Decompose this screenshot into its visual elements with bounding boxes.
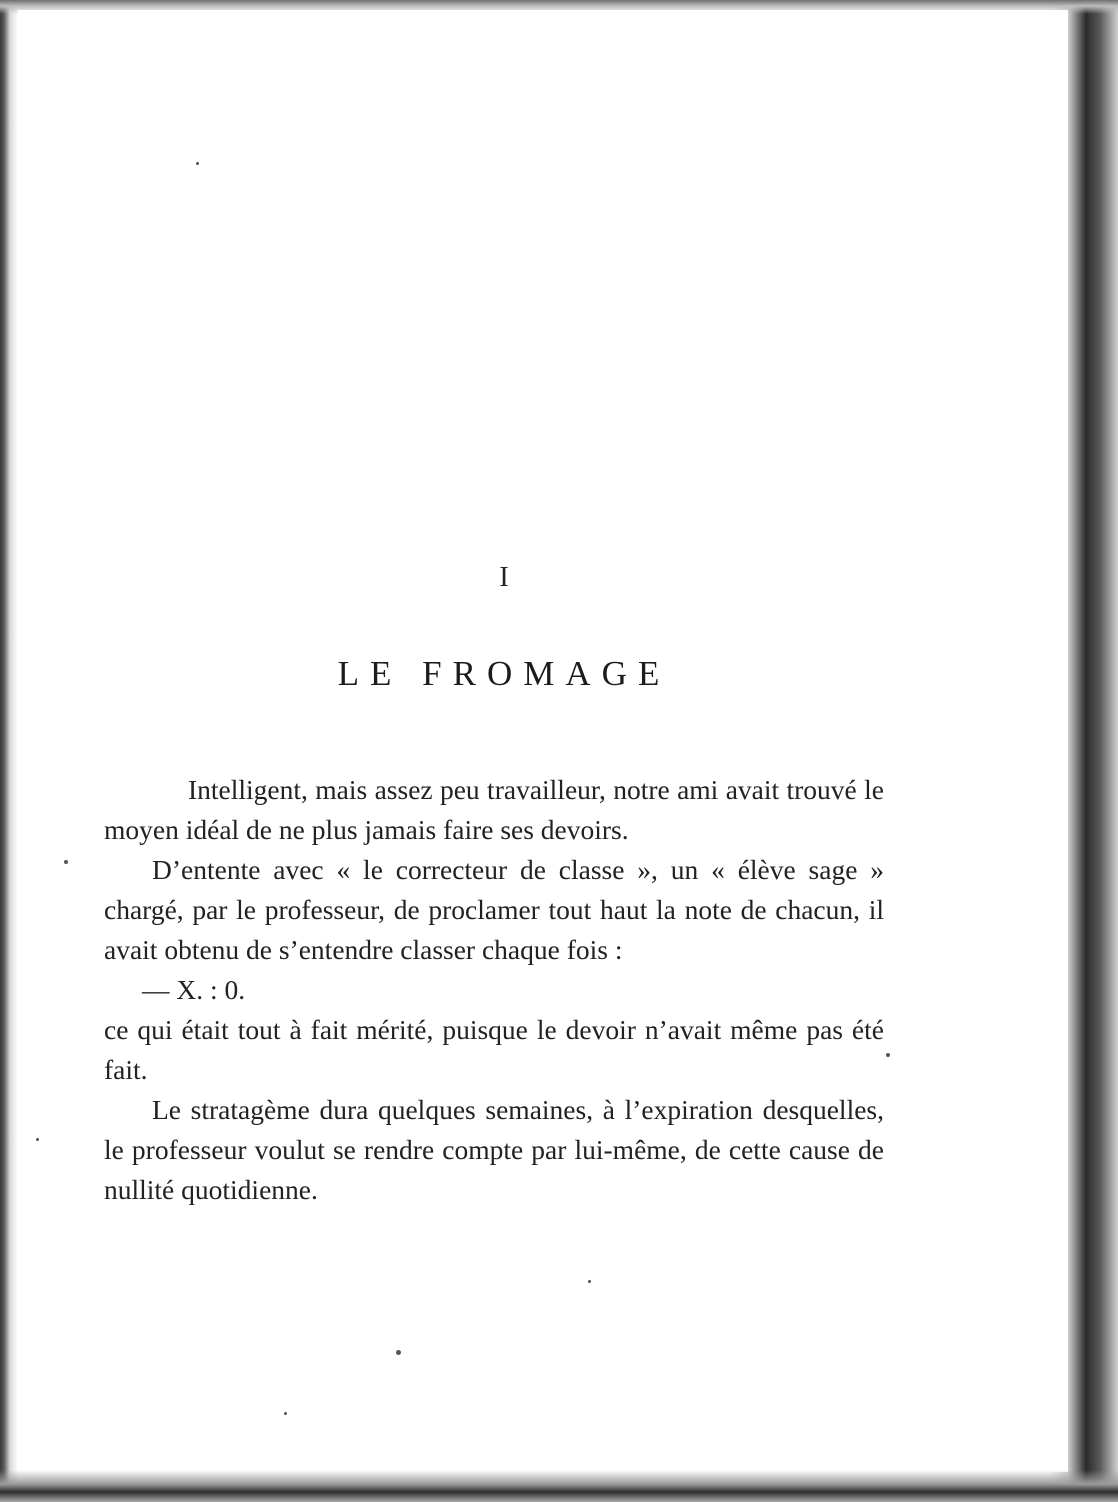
paper-speck — [886, 1053, 890, 1057]
paper-speck — [64, 860, 68, 864]
paper-speck — [36, 1138, 39, 1141]
paper-speck — [396, 1350, 401, 1355]
scan-bottom-edge — [0, 1470, 1118, 1502]
paper-speck — [284, 1412, 287, 1415]
paragraph: ce qui était tout à fait mérité, puisque le devoir n’avait même pas été fait. — [104, 1014, 884, 1085]
paragraph: Le stratagème dura quelques semaines, à l’expiration desquelles, le professeur voulut se rendre compte par lui-même, de cette cause de nullité quotidienne. — [104, 1094, 884, 1205]
chapter-title: LE FROMAGE — [337, 654, 671, 693]
paragraph: D’entente avec « le correcteur de classe », un « élève sage » chargé, par le professeur, de proclamer tout haut la note de chacun, il avait obtenu de s’entendre classer chaque fois : — [104, 854, 884, 965]
book-page — [18, 10, 1068, 1472]
chapter-body — [104, 770, 884, 1210]
paragraph-score-line: — X. : 0. — [142, 974, 246, 1005]
paper-speck — [588, 1280, 591, 1283]
paragraph: Intelligent, mais assez peu travailleur, notre ami avait trouvé le moyen idéal de ne plus jamais faire ses devoirs. — [104, 774, 884, 845]
chapter-number: I — [499, 562, 509, 593]
paper-speck — [196, 162, 199, 165]
